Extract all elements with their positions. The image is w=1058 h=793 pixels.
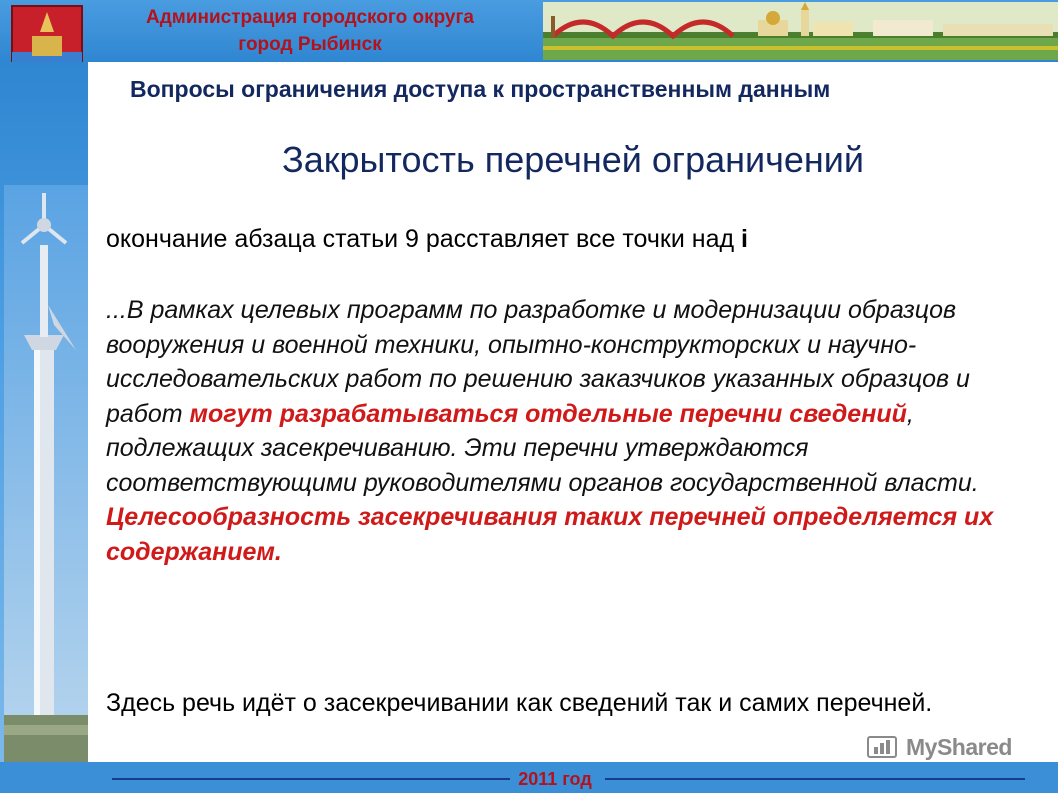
org-line-2: город Рыбинск	[238, 34, 382, 55]
quote-part-2: , подлежащих засекречиванию. Эти перечни утверждаются соответствующими руководителями органов государственной власти.	[106, 399, 979, 497]
org-line-1: Администрация городского округа	[146, 7, 474, 28]
monument-photo	[4, 185, 88, 762]
footer-rule-right	[605, 778, 1025, 780]
watermark-text: MyShared	[906, 734, 1012, 760]
quote-part-1: ...В рамках целевых программ по разработке и модернизации образцов вооружения и военной техники, опытно-конструкторских и научно-исследовательских работ по решению заказчиков указанных образцов и работ	[106, 296, 970, 428]
quote-paragraph	[106, 293, 1036, 569]
closing-paragraph: Здесь речь идёт о засекречивании как сведений так и самих перечней.	[106, 689, 933, 717]
slide-title: Вопросы ограничения доступа к пространственным данным	[130, 76, 831, 102]
footer-rule-left	[112, 778, 510, 780]
intro-bold-letter: i	[741, 225, 748, 253]
organization-name	[100, 4, 520, 58]
slide-subtitle: Закрытость перечней ограничений	[282, 139, 864, 180]
quote-highlight-1: могут разрабатываться отдельные перечни сведений	[189, 399, 907, 428]
intro-paragraph	[106, 222, 1046, 256]
quote-highlight-2: Целесообразность засекречивания таких перечней определяется их содержанием.	[106, 503, 994, 566]
intro-text: окончание абзаца статьи 9 расставляет все точки над	[106, 225, 742, 253]
city-skyline-illustration	[543, 2, 1058, 60]
footer-year: 2011 год	[518, 769, 592, 789]
